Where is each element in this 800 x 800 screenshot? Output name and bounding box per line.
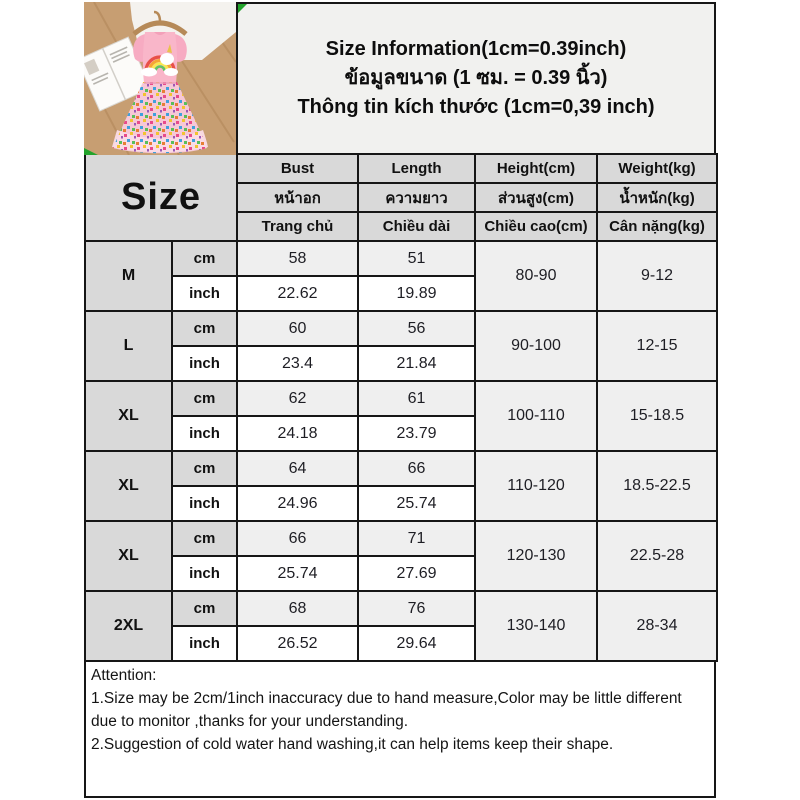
title-vietnamese: Thông tin kích thước (1cm=0,39 inch) — [297, 96, 655, 118]
bust-cm-value: 66 — [237, 521, 358, 556]
corner-marker-icon — [238, 4, 247, 13]
col-header-bust-th: หน้าอก — [237, 183, 358, 212]
bust-inch-value: 22.62 — [237, 276, 358, 311]
height-range-value: 90-100 — [475, 311, 597, 381]
weight-range-value: 28-34 — [597, 591, 717, 661]
col-header-weight-vi: Cân nặng(kg) — [597, 212, 717, 241]
length-inch-value: 21.84 — [358, 346, 475, 381]
unit-cm-cell: cm — [172, 311, 237, 346]
title-thai: ข้อมูลขนาด (1 ซม. = 0.39 นิ้ว) — [344, 67, 608, 89]
bust-inch-value: 24.96 — [237, 486, 358, 521]
size-label: L — [85, 311, 172, 381]
size-label: 2XL — [85, 591, 172, 661]
bust-cm-value: 58 — [237, 241, 358, 276]
height-range-value: 80-90 — [475, 241, 597, 311]
col-header-height-th: ส่วนสูง(cm) — [475, 183, 597, 212]
length-cm-value: 66 — [358, 451, 475, 486]
attention-title: Attention: — [91, 667, 157, 684]
attention-line-2: 2.Suggestion of cold water hand washing,it can help items keep their shape. — [91, 736, 614, 753]
length-cm-value: 76 — [358, 591, 475, 626]
unit-cm-cell: cm — [172, 591, 237, 626]
unit-cm-cell: cm — [172, 241, 237, 276]
col-header-length-en: Length — [358, 154, 475, 183]
height-range-value: 130-140 — [475, 591, 597, 661]
unit-cm-cell: cm — [172, 521, 237, 556]
title-box — [236, 2, 716, 155]
weight-range-value: 18.5-22.5 — [597, 451, 717, 521]
height-range-value: 110-120 — [475, 451, 597, 521]
bust-inch-value: 26.52 — [237, 626, 358, 661]
unit-inch-cell: inch — [172, 416, 237, 451]
table-row — [85, 241, 717, 276]
bust-inch-value: 24.18 — [237, 416, 358, 451]
table-row — [85, 591, 717, 626]
length-inch-value: 29.64 — [358, 626, 475, 661]
length-cm-value: 51 — [358, 241, 475, 276]
bust-inch-value: 25.74 — [237, 556, 358, 591]
header-row-en — [85, 154, 717, 183]
bust-cm-value: 68 — [237, 591, 358, 626]
table-row — [85, 381, 717, 416]
table-row — [85, 451, 717, 486]
col-header-weight-en: Weight(kg) — [597, 154, 717, 183]
length-cm-value: 71 — [358, 521, 475, 556]
top-section — [84, 2, 716, 155]
weight-range-value: 15-18.5 — [597, 381, 717, 451]
bust-cm-value: 60 — [237, 311, 358, 346]
size-label: XL — [85, 521, 172, 591]
size-label: XL — [85, 451, 172, 521]
length-inch-value: 23.79 — [358, 416, 475, 451]
attention-box — [84, 660, 716, 798]
length-inch-value: 27.69 — [358, 556, 475, 591]
unit-cm-cell: cm — [172, 381, 237, 416]
weight-range-value: 9-12 — [597, 241, 717, 311]
col-header-bust-vi: Trang chủ — [237, 212, 358, 241]
dress-photo-illustration — [84, 2, 236, 155]
length-inch-value: 19.89 — [358, 276, 475, 311]
weight-range-value: 22.5-28 — [597, 521, 717, 591]
unit-inch-cell: inch — [172, 346, 237, 381]
table-row — [85, 521, 717, 556]
length-cm-value: 61 — [358, 381, 475, 416]
unit-inch-cell: inch — [172, 556, 237, 591]
unit-cm-cell: cm — [172, 451, 237, 486]
col-header-weight-th: น้ำหนัก(kg) — [597, 183, 717, 212]
length-inch-value: 25.74 — [358, 486, 475, 521]
col-header-bust-en: Bust — [237, 154, 358, 183]
title-english: Size Information(1cm=0.39inch) — [325, 38, 627, 60]
unit-inch-cell: inch — [172, 276, 237, 311]
col-header-length-vi: Chiều dài — [358, 212, 475, 241]
unit-inch-cell: inch — [172, 626, 237, 661]
size-label: XL — [85, 381, 172, 451]
table-row — [85, 311, 717, 346]
size-header-cell: Size — [85, 154, 237, 241]
size-label: M — [85, 241, 172, 311]
col-header-length-th: ความยาว — [358, 183, 475, 212]
weight-range-value: 12-15 — [597, 311, 717, 381]
height-range-value: 120-130 — [475, 521, 597, 591]
col-header-height-en: Height(cm) — [475, 154, 597, 183]
size-table — [84, 153, 718, 662]
height-range-value: 100-110 — [475, 381, 597, 451]
size-chart-page — [84, 0, 716, 798]
unit-inch-cell: inch — [172, 486, 237, 521]
bust-cm-value: 64 — [237, 451, 358, 486]
bust-cm-value: 62 — [237, 381, 358, 416]
bust-inch-value: 23.4 — [237, 346, 358, 381]
col-header-height-vi: Chiều cao(cm) — [475, 212, 597, 241]
length-cm-value: 56 — [358, 311, 475, 346]
unicorn-head — [160, 53, 174, 65]
product-photo — [84, 2, 236, 155]
attention-line-1: 1.Size may be 2cm/1inch inaccuracy due to hand measure,Color may be little different due to monitor ,thanks for your understanding. — [91, 690, 682, 730]
